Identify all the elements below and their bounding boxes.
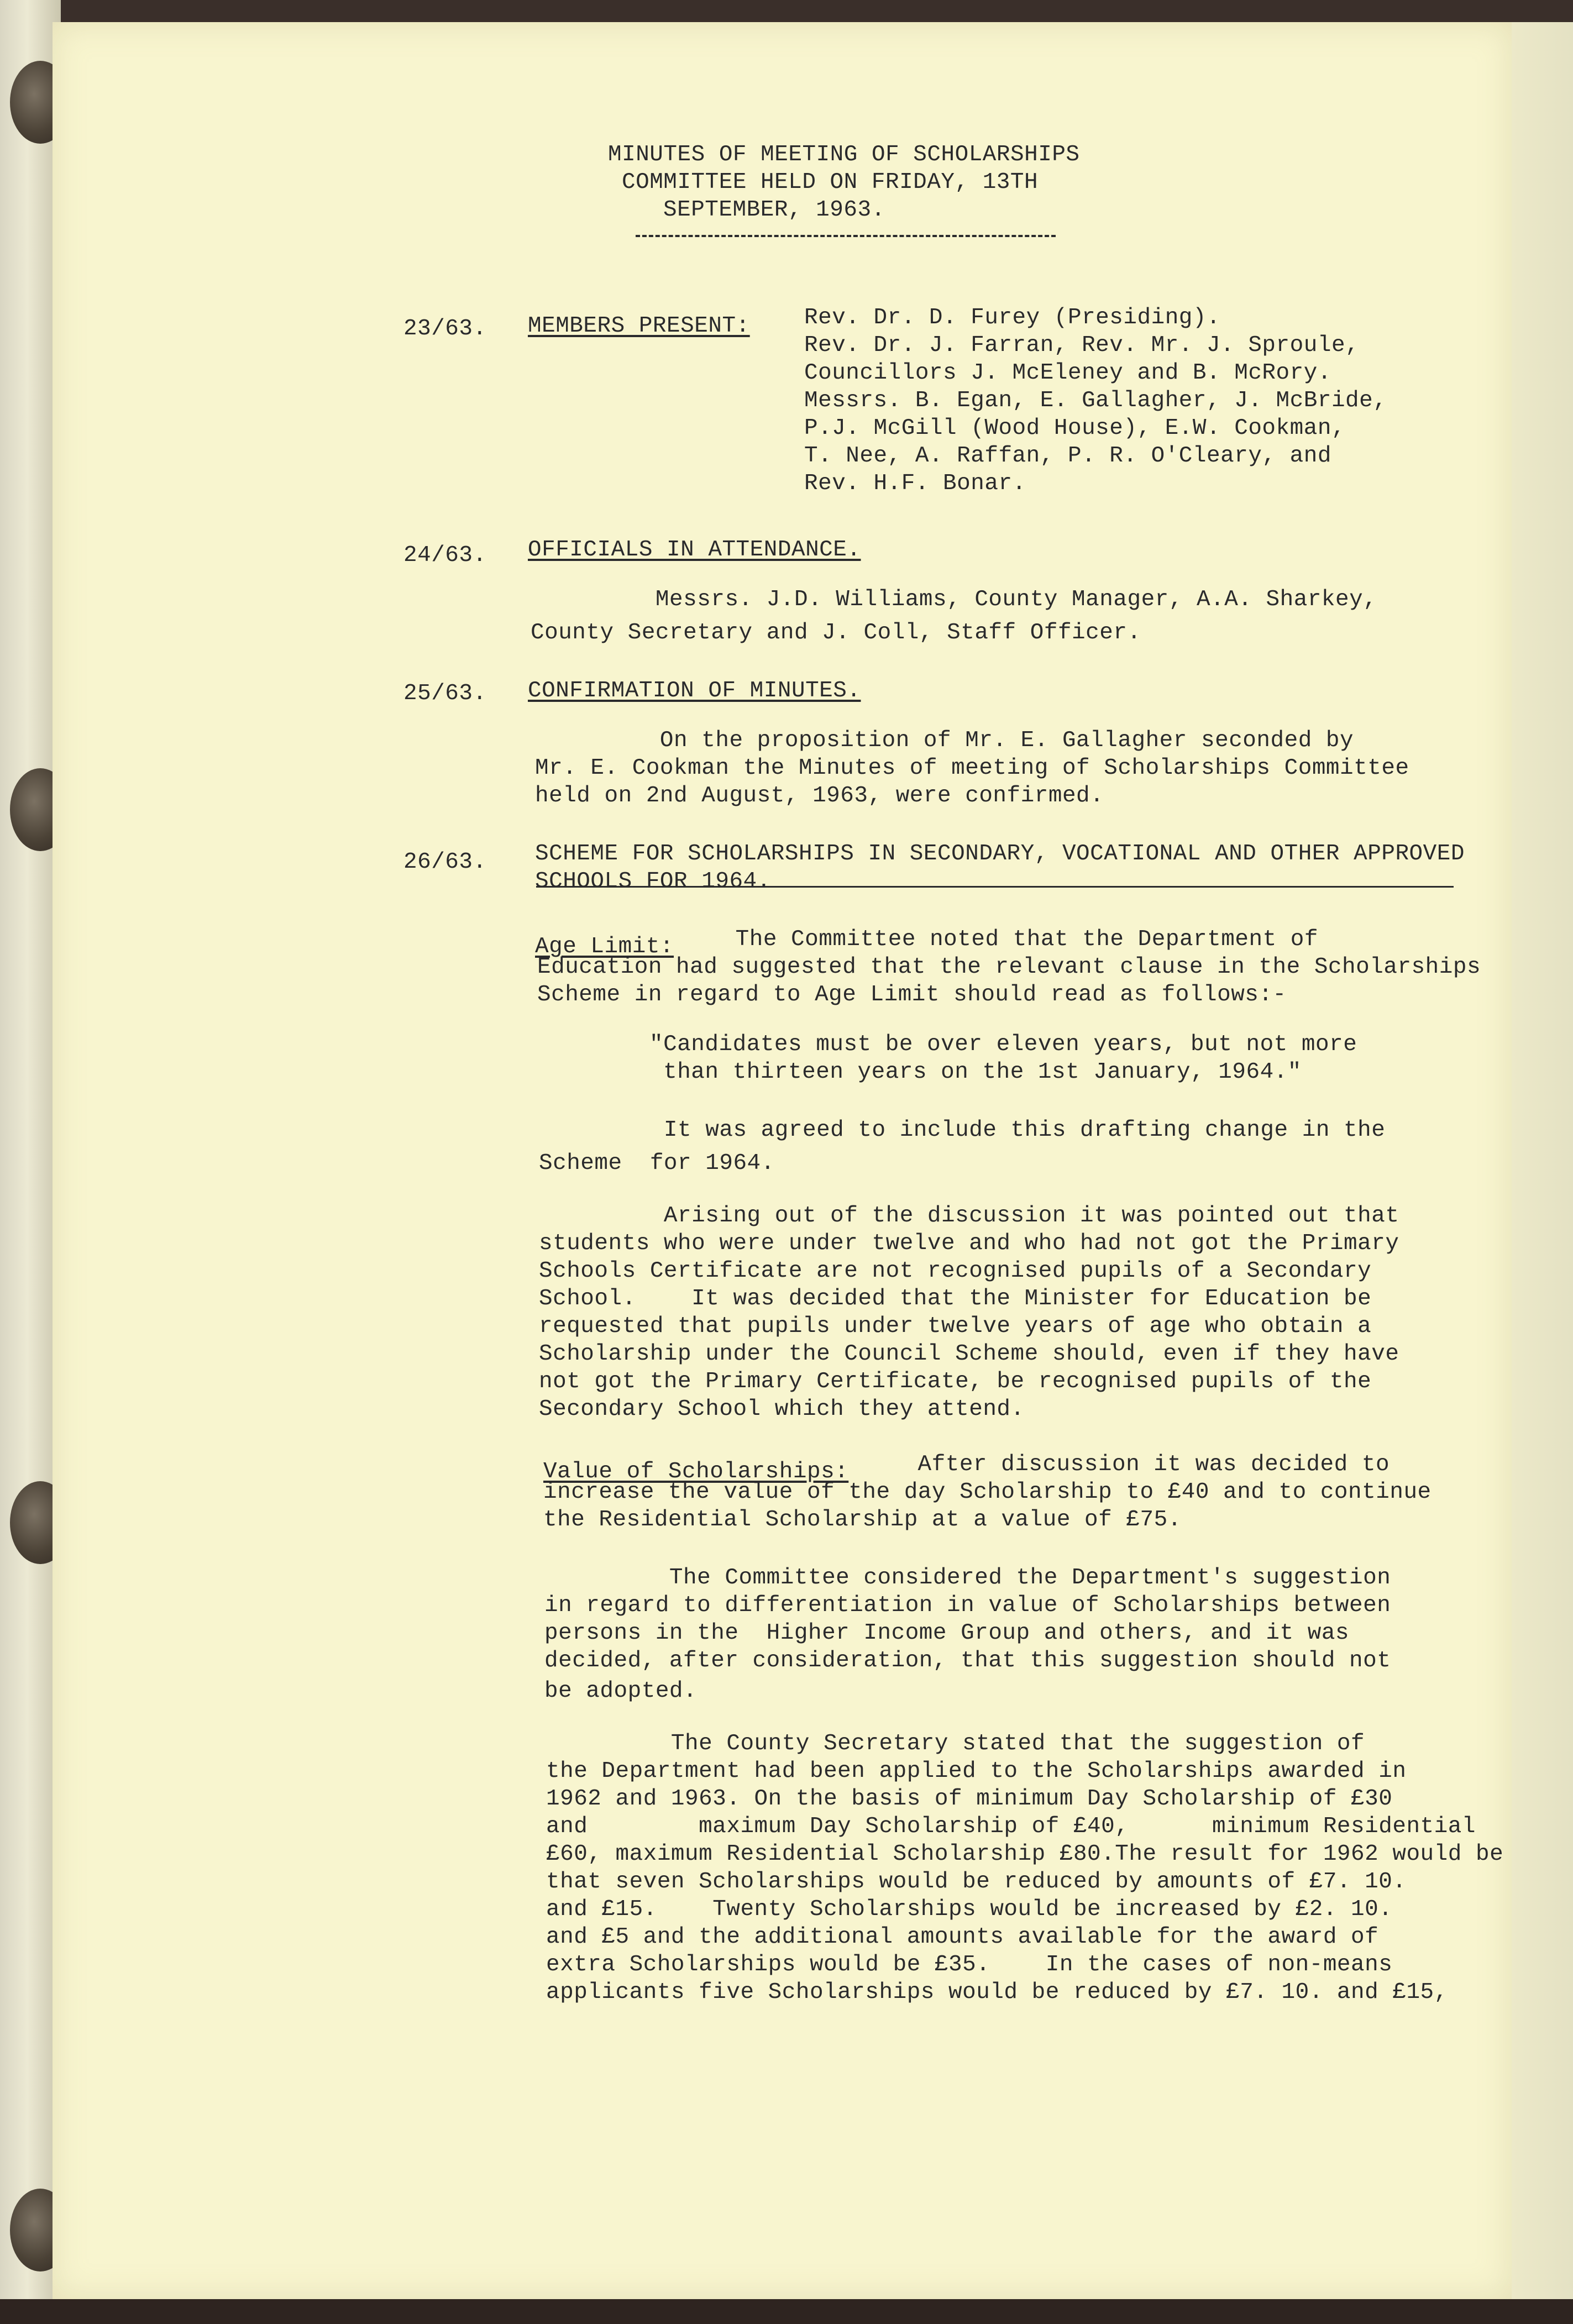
paragraph-line: Education had suggested that the relevant clause in the Scholarships bbox=[537, 954, 1481, 980]
heading-rule bbox=[536, 886, 1454, 888]
paragraph-line: County Secretary and J. Coll, Staff Officer. bbox=[531, 620, 1141, 646]
paragraph-line: Messrs. J.D. Williams, County Manager, A.A. Sharkey, bbox=[531, 587, 1377, 612]
paragraph-line: The County Secretary stated that the suggestion of bbox=[546, 1731, 1365, 1756]
paragraph-line: and maximum Day Scholarship of £40, minimum Residential bbox=[546, 1814, 1476, 1839]
paragraph-line: not got the Primary Certificate, be recognised pupils of the bbox=[539, 1369, 1372, 1394]
paragraph-line: School. It was decided that the Minister for Education be bbox=[539, 1286, 1372, 1311]
quote-line: "Candidates must be over eleven years, but not more bbox=[649, 1032, 1357, 1057]
item-heading: MEMBERS PRESENT: bbox=[528, 313, 750, 339]
paragraph-line: Secondary School which they attend. bbox=[539, 1397, 1025, 1422]
members-line: P.J. McGill (Wood House), E.W. Cookman, bbox=[804, 416, 1346, 441]
subheading-age-limit: Age Limit: bbox=[535, 934, 674, 959]
item-number: 26/63. bbox=[403, 849, 487, 875]
document-title-line-3: SEPTEMBER, 1963. bbox=[663, 197, 885, 223]
paragraph-line: increase the value of the day Scholarship to £40 and to continue bbox=[543, 1480, 1432, 1505]
paragraph-line: the Department had been applied to the Scholarships awarded in bbox=[546, 1759, 1407, 1784]
members-line: T. Nee, A. Raffan, P. R. O'Cleary, and bbox=[804, 443, 1331, 469]
paragraph-line: decided, after consideration, that this suggestion should not bbox=[544, 1648, 1391, 1674]
item-number: 24/63. bbox=[403, 543, 487, 568]
page-edge-shade bbox=[1512, 22, 1573, 2299]
paragraph-line: extra Scholarships would be £35. In the cases of non-means bbox=[546, 1952, 1393, 1977]
paragraph-line: be adopted. bbox=[544, 1678, 698, 1704]
paragraph-line: in regard to differentiation in value of Scholarships between bbox=[544, 1593, 1391, 1618]
paragraph-line: Mr. E. Cookman the Minutes of meeting of Scholarships Committee bbox=[535, 756, 1409, 781]
paragraph-line: and £15. Twenty Scholarships would be increased by £2. 10. bbox=[546, 1897, 1393, 1922]
paragraph-line: Schools Certificate are not recognised pupils of a Secondary bbox=[539, 1258, 1372, 1284]
paragraph-line: £60, maximum Residential Scholarship £80.The result for 1962 would be bbox=[546, 1842, 1504, 1867]
document-title-line-1: MINUTES OF MEETING OF SCHOLARSHIPS bbox=[608, 142, 1080, 167]
members-line: Rev. H.F. Bonar. bbox=[804, 471, 1026, 496]
paragraph-line: persons in the Higher Income Group and others, and it was bbox=[544, 1620, 1350, 1646]
paragraph-line: held on 2nd August, 1963, were confirmed. bbox=[535, 783, 1104, 809]
members-line: Rev. Dr. J. Farran, Rev. Mr. J. Sproule, bbox=[804, 333, 1360, 358]
paragraph-line: applicants five Scholarships would be reduced by £7. 10. and £15, bbox=[546, 1980, 1448, 2005]
members-line: Rev. Dr. D. Furey (Presiding). bbox=[804, 305, 1221, 330]
paragraph-line: Arising out of the discussion it was pointed out that bbox=[539, 1203, 1399, 1229]
quote-line: than thirteen years on the 1st January, 1964." bbox=[649, 1059, 1302, 1085]
paragraph-line: After discussion it was decided to bbox=[848, 1452, 1390, 1477]
title-dashed-rule bbox=[636, 235, 1056, 237]
members-line: Messrs. B. Egan, E. Gallagher, J. McBride, bbox=[804, 388, 1387, 413]
paragraph-line: students who were under twelve and who had not got the Primary bbox=[539, 1231, 1399, 1256]
item-heading: CONFIRMATION OF MINUTES. bbox=[528, 678, 861, 704]
item-number: 25/63. bbox=[403, 681, 487, 706]
paragraph-line: requested that pupils under twelve years of age who obtain a bbox=[539, 1314, 1372, 1339]
paragraph-line: 1962 and 1963. On the basis of minimum Day Scholarship of £30 bbox=[546, 1786, 1393, 1812]
paragraph-line: Scholarship under the Council Scheme should, even if they have bbox=[539, 1341, 1399, 1367]
document-title-line-2: COMMITTEE HELD ON FRIDAY, 13TH bbox=[622, 170, 1039, 195]
background-bottom bbox=[0, 2299, 1573, 2324]
paragraph-line: the Residential Scholarship at a value of £75. bbox=[543, 1507, 1182, 1533]
paragraph-line: The Committee noted that the Department of bbox=[652, 927, 1318, 952]
item-number: 23/63. bbox=[403, 316, 487, 342]
members-line: Councillors J. McEleney and B. McRory. bbox=[804, 360, 1331, 386]
paragraph-line: Scheme for 1964. bbox=[539, 1151, 775, 1176]
paragraph-line: It was agreed to include this drafting change in the bbox=[539, 1118, 1386, 1143]
subheading-value-of-scholarships: Value of Scholarships: bbox=[543, 1459, 849, 1484]
paragraph-line: On the proposition of Mr. E. Gallagher seconded by bbox=[535, 728, 1354, 753]
paragraph-line: that seven Scholarships would be reduced by amounts of £7. 10. bbox=[546, 1869, 1407, 1895]
binder-edge bbox=[0, 0, 61, 2324]
item-heading: SCHOOLS FOR 1964. bbox=[535, 869, 771, 894]
paragraph-line: Scheme in regard to Age Limit should read as follows:- bbox=[537, 982, 1287, 1008]
item-heading: OFFICIALS IN ATTENDANCE. bbox=[528, 537, 861, 563]
paragraph-line: and £5 and the additional amounts available for the award of bbox=[546, 1924, 1379, 1950]
item-heading: SCHEME FOR SCHOLARSHIPS IN SECONDARY, VOCATIONAL AND OTHER APPROVED bbox=[535, 841, 1465, 867]
paragraph-line: The Committee considered the Department's suggestion bbox=[544, 1565, 1391, 1591]
